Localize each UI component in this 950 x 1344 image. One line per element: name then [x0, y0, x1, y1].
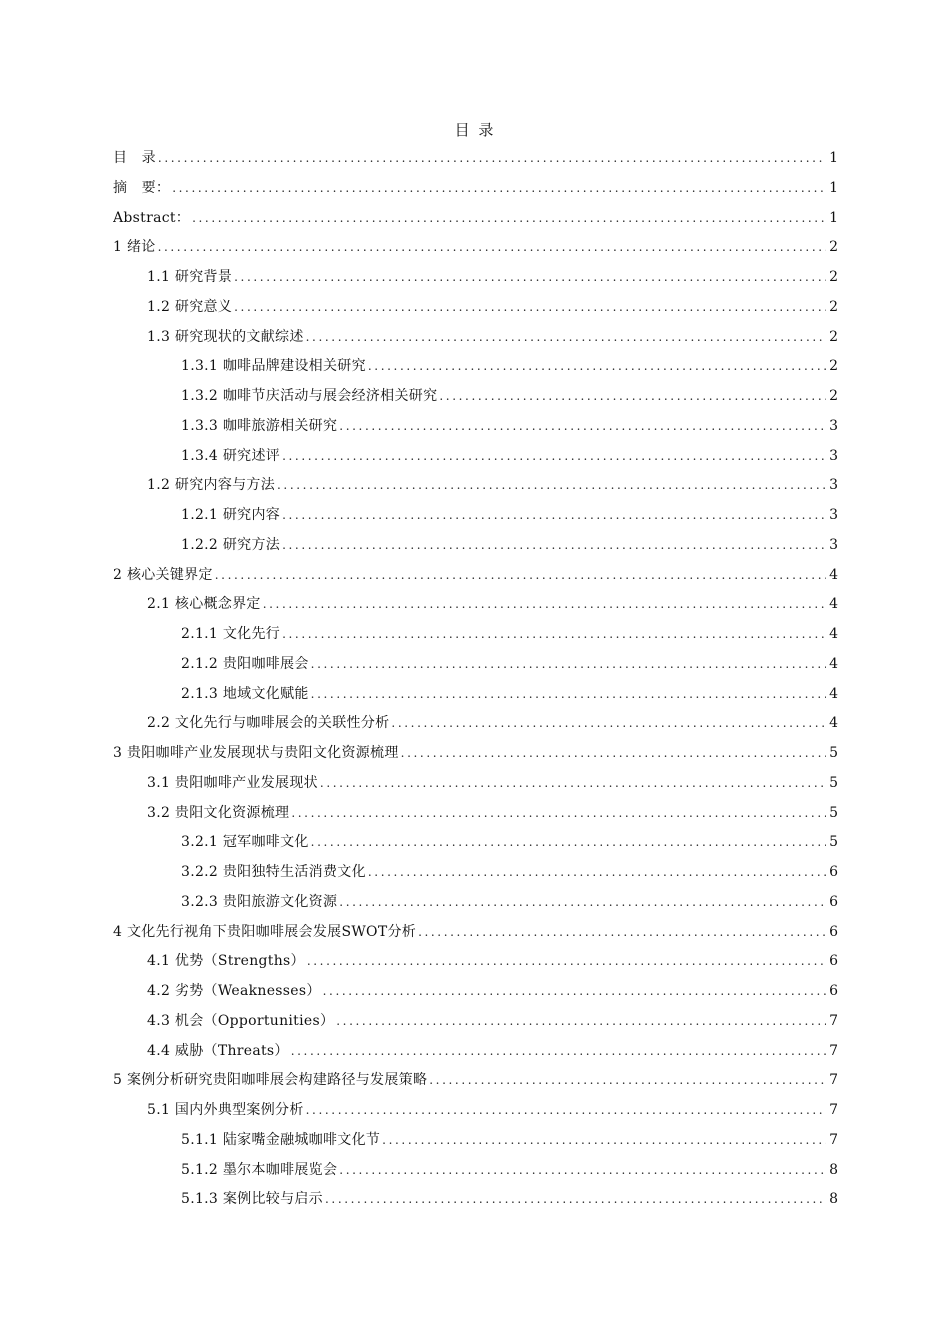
toc-entry[interactable] — [113, 650, 838, 680]
toc-entry-page-number: 7 — [829, 1012, 838, 1029]
toc-entry-label: 1.2 研究内容与方法 — [147, 477, 276, 494]
toc-leader-dots — [282, 620, 826, 650]
toc-entry-page-number: 2 — [829, 269, 838, 285]
toc-entry[interactable] — [113, 442, 838, 472]
toc-entry[interactable] — [113, 1096, 838, 1126]
toc-entry-label: 1.2.1 研究内容 — [181, 507, 281, 523]
toc-leader-dots — [282, 442, 826, 472]
toc-entry-page-number: 6 — [829, 893, 838, 910]
toc-entry[interactable] — [113, 174, 838, 204]
toc-entry-page-number: 7 — [829, 1102, 838, 1118]
toc-entry[interactable] — [113, 709, 838, 739]
toc-entry[interactable] — [113, 1185, 838, 1215]
toc-leader-dots — [291, 1037, 826, 1067]
toc-entry-page-number: 5 — [829, 745, 838, 761]
toc-leader-dots — [323, 977, 826, 1007]
toc-entry-page-number: 2 — [829, 239, 838, 256]
toc-entry-label: 3.1 贵阳咖啡产业发展现状 — [147, 774, 318, 791]
toc-leader-dots — [282, 531, 826, 561]
toc-entry-page-number: 1 — [829, 209, 838, 226]
toc-entry-label: 5.1.2 墨尔本咖啡展览会 — [181, 1161, 338, 1178]
toc-entry-label: Abstract： — [113, 209, 191, 226]
toc-entry-label: 1.3.2 咖啡节庆活动与展会经济相关研究 — [181, 388, 438, 404]
toc-leader-dots — [291, 799, 826, 829]
toc-entry[interactable] — [113, 204, 838, 234]
toc-title: 目 录 — [454, 121, 496, 139]
toc-leader-dots — [277, 471, 826, 501]
toc-entry-page-number: 8 — [829, 1161, 838, 1178]
toc-entry[interactable] — [113, 233, 838, 263]
toc-entry-label: 1.2.2 研究方法 — [181, 536, 281, 553]
toc-entry-page-number: 3 — [829, 447, 838, 464]
toc-leader-dots — [382, 1126, 826, 1156]
toc-entry[interactable] — [113, 769, 838, 799]
toc-leader-dots — [158, 233, 826, 263]
toc-entry[interactable] — [113, 977, 838, 1007]
toc-entry[interactable] — [113, 1007, 838, 1037]
toc-entry[interactable] — [113, 263, 838, 293]
toc-entry-page-number: 1 — [829, 179, 838, 196]
toc-entry-label: 4.3 机会（Opportunities） — [147, 1012, 335, 1029]
toc-leader-dots — [215, 561, 826, 591]
toc-entry[interactable] — [113, 620, 838, 650]
toc-entry-label: 1.3.1 咖啡品牌建设相关研究 — [181, 358, 366, 375]
toc-entry-page-number: 6 — [829, 923, 838, 940]
toc-entry-label: 2.1 核心概念界定 — [147, 596, 261, 613]
table-of-contents — [113, 144, 838, 1215]
toc-entry-label: 1.3.4 研究述评 — [181, 447, 281, 464]
toc-entry[interactable] — [113, 323, 838, 353]
toc-leader-dots — [320, 769, 826, 799]
toc-entry-page-number: 7 — [829, 1131, 838, 1148]
toc-entry[interactable] — [113, 1126, 838, 1156]
toc-entry-page-number: 5 — [829, 774, 838, 791]
toc-leader-dots — [311, 650, 826, 680]
toc-entry-page-number: 4 — [829, 655, 838, 672]
toc-entry-page-number: 4 — [829, 566, 838, 583]
toc-entry-page-number: 2 — [829, 388, 838, 404]
toc-entry-page-number: 2 — [829, 298, 838, 315]
toc-entry-label: 3.2.3 贵阳旅游文化资源 — [181, 893, 338, 910]
toc-entry-label: 3.2.2 贵阳独特生活消费文化 — [181, 864, 366, 880]
toc-entry-page-number: 4 — [829, 596, 838, 613]
toc-entry-label: 2.2 文化先行与咖啡展会的关联性分析 — [147, 715, 390, 732]
toc-entry[interactable] — [113, 739, 838, 769]
toc-leader-dots — [368, 858, 826, 888]
toc-leader-dots — [401, 739, 826, 769]
toc-entry-page-number: 6 — [829, 983, 838, 999]
toc-entry-page-number: 3 — [829, 536, 838, 553]
toc-entry-label: 3.2.1 冠军咖啡文化 — [181, 834, 309, 851]
toc-entry-label: 5.1 国内外典型案例分析 — [147, 1102, 304, 1118]
toc-entry-page-number: 6 — [829, 953, 838, 970]
toc-entry[interactable] — [113, 471, 838, 501]
toc-entry-label: 1.2 研究意义 — [147, 298, 233, 315]
toc-entry[interactable] — [113, 858, 838, 888]
toc-leader-dots — [418, 918, 826, 948]
toc-leader-dots — [339, 888, 826, 918]
toc-entry[interactable] — [113, 1156, 838, 1186]
toc-entry-label: 目 录 — [113, 150, 156, 166]
toc-entry[interactable] — [113, 680, 838, 710]
toc-entry-label: 1.3 研究现状的文献综述 — [147, 328, 304, 345]
toc-leader-dots — [439, 382, 826, 412]
toc-entry-label: 5 案例分析研究贵阳咖啡展会构建路径与发展策略 — [113, 1072, 428, 1089]
toc-entry-label: 1.3.3 咖啡旅游相关研究 — [181, 417, 338, 434]
toc-entry[interactable] — [113, 1066, 838, 1096]
toc-entry-page-number: 4 — [829, 715, 838, 732]
toc-leader-dots — [368, 352, 826, 382]
toc-leader-dots — [325, 1185, 826, 1215]
toc-entry[interactable] — [113, 293, 838, 323]
toc-entry-page-number: 3 — [829, 477, 838, 494]
toc-entry[interactable] — [113, 947, 838, 977]
toc-leader-dots — [234, 263, 826, 293]
toc-entry[interactable] — [113, 412, 838, 442]
toc-entry-label: 4.1 优势（Strengths） — [147, 953, 305, 970]
toc-entry[interactable] — [113, 352, 838, 382]
toc-leader-dots — [282, 501, 826, 531]
toc-entry-label: 3 贵阳咖啡产业发展现状与贵阳文化资源梳理 — [113, 745, 399, 761]
toc-entry-page-number: 5 — [829, 834, 838, 851]
toc-entry-label: 4 文化先行视角下贵阳咖啡展会发展SWOT分析 — [113, 923, 417, 940]
toc-leader-dots — [307, 947, 826, 977]
toc-entry[interactable] — [113, 382, 838, 412]
toc-leader-dots — [391, 709, 826, 739]
toc-entry-page-number: 6 — [829, 864, 838, 880]
toc-leader-dots — [429, 1066, 826, 1096]
toc-entry-label: 1.1 研究背景 — [147, 269, 233, 285]
toc-leader-dots — [311, 828, 826, 858]
toc-entry-label: 4.4 威胁（Threats） — [147, 1042, 289, 1059]
toc-leader-dots — [339, 1156, 826, 1186]
toc-entry-page-number: 7 — [829, 1072, 838, 1089]
toc-entry-label: 1 绪论 — [113, 239, 156, 256]
toc-entry[interactable] — [113, 531, 838, 561]
toc-leader-dots — [339, 412, 826, 442]
toc-leader-dots — [306, 1096, 826, 1126]
toc-leader-dots — [192, 204, 826, 234]
toc-entry-label: 4.2 劣势（Weaknesses） — [147, 983, 321, 999]
toc-entry-label: 2 核心关键界定 — [113, 566, 213, 583]
toc-entry-page-number: 7 — [829, 1042, 838, 1059]
toc-entry[interactable] — [113, 918, 838, 948]
toc-entry-label: 2.1.2 贵阳咖啡展会 — [181, 655, 309, 672]
toc-entry-label: 3.2 贵阳文化资源梳理 — [147, 804, 290, 821]
toc-entry[interactable] — [113, 888, 838, 918]
toc-entry-label: 2.1.3 地域文化赋能 — [181, 685, 309, 702]
toc-entry[interactable] — [113, 828, 838, 858]
toc-leader-dots — [336, 1007, 826, 1037]
toc-leader-dots — [306, 323, 826, 353]
toc-leader-dots — [311, 680, 826, 710]
toc-entry[interactable] — [113, 561, 838, 591]
toc-leader-dots — [158, 144, 826, 174]
toc-leader-dots — [263, 590, 826, 620]
toc-leader-dots — [234, 293, 826, 323]
toc-entry-page-number: 4 — [829, 626, 838, 642]
toc-entry-page-number: 4 — [829, 685, 838, 702]
toc-entry-page-number: 3 — [829, 417, 838, 434]
toc-entry[interactable] — [113, 590, 838, 620]
toc-entry[interactable] — [113, 501, 838, 531]
toc-entry-label: 5.1.3 案例比较与启示 — [181, 1191, 323, 1208]
toc-entry-page-number: 3 — [829, 507, 838, 523]
toc-entry-page-number: 1 — [829, 150, 838, 166]
toc-entry[interactable] — [113, 799, 838, 829]
toc-entry-label: 2.1.1 文化先行 — [181, 626, 281, 642]
toc-entry-page-number: 2 — [829, 328, 838, 345]
toc-entry-page-number: 5 — [829, 804, 838, 821]
toc-entry[interactable] — [113, 1037, 838, 1067]
toc-entry-page-number: 2 — [829, 358, 838, 375]
toc-entry-label: 摘 要： — [113, 179, 171, 196]
toc-entry-page-number: 8 — [829, 1191, 838, 1208]
toc-leader-dots — [172, 174, 826, 204]
toc-entry[interactable] — [113, 144, 838, 174]
toc-entry-label: 5.1.1 陆家嘴金融城咖啡文化节 — [181, 1131, 381, 1148]
